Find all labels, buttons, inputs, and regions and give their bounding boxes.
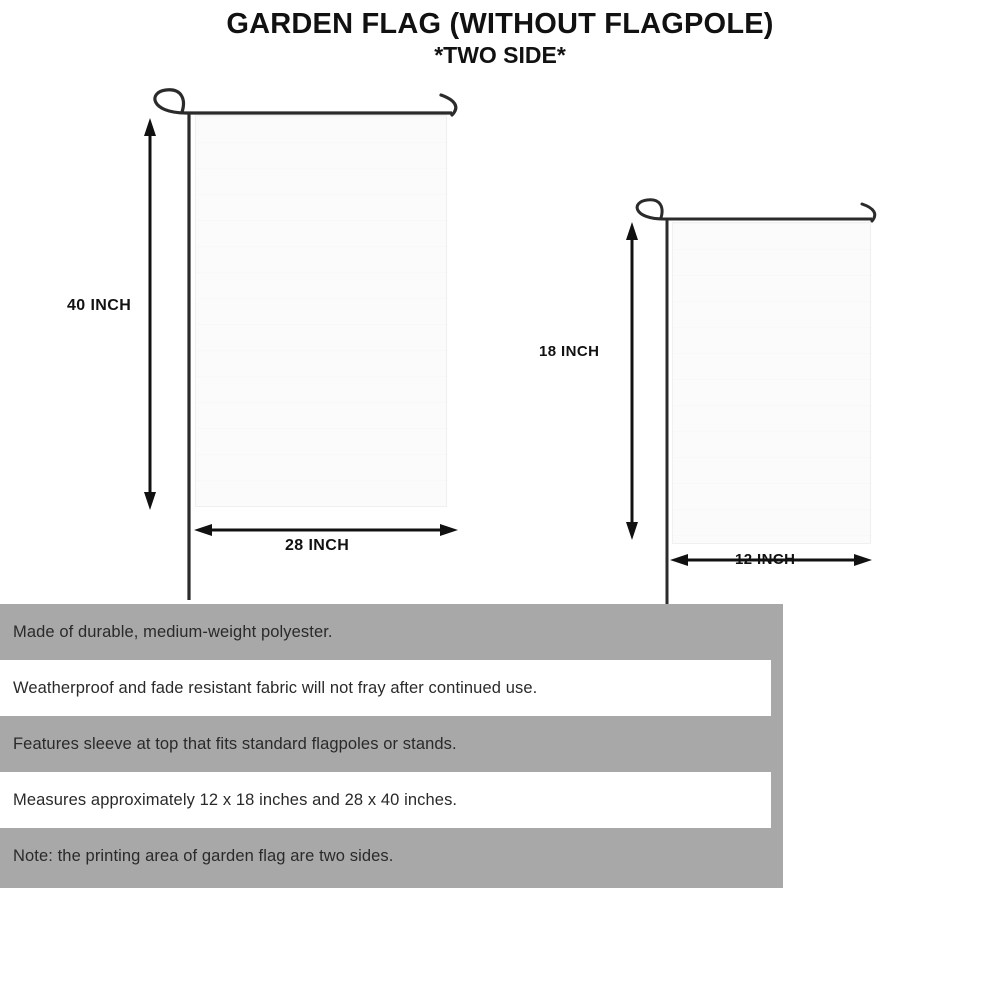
features-list xyxy=(0,604,783,884)
feature-text: Measures approximately 12 x 18 inches and 28 x 40 inches. xyxy=(13,790,458,809)
small-height-arrow-head-bottom xyxy=(626,522,638,540)
large-height-arrow-head-top xyxy=(144,118,156,136)
list-item xyxy=(0,828,783,884)
list-item xyxy=(0,772,771,828)
small-width-arrow-head-right xyxy=(854,554,872,566)
large-flag-cloth xyxy=(195,115,447,507)
small-width-arrow-head-left xyxy=(670,554,688,566)
page-subtitle: *TWO SIDE* xyxy=(434,42,566,69)
page-title: GARDEN FLAG (WITHOUT FLAGPOLE) xyxy=(226,8,774,40)
feature-text: Features sleeve at top that fits standard flagpoles or stands. xyxy=(13,734,457,753)
feature-text: Made of durable, medium-weight polyester. xyxy=(13,622,333,641)
small-flag-width-label: 12 INCH xyxy=(735,551,796,568)
list-item xyxy=(0,660,771,716)
list-item xyxy=(0,604,783,660)
feature-text: Weatherproof and fade resistant fabric will not fray after continued use. xyxy=(13,678,538,697)
cloth-texture xyxy=(673,223,870,543)
large-flag-hook-loop xyxy=(155,90,186,113)
small-flag-hook-loop xyxy=(637,200,664,219)
large-flag-height-label: 40 INCH xyxy=(67,297,132,314)
small-flag-height-label: 18 INCH xyxy=(539,343,600,360)
large-width-arrow-head-right xyxy=(440,524,458,536)
list-item xyxy=(0,716,783,772)
feature-text: Note: the printing area of garden flag are two sides. xyxy=(13,846,394,865)
large-width-arrow-head-left xyxy=(194,524,212,536)
large-height-arrow-head-bottom xyxy=(144,492,156,510)
small-height-arrow-head-top xyxy=(626,222,638,240)
large-flag-width-label: 28 INCH xyxy=(285,537,350,554)
cloth-texture xyxy=(196,116,446,506)
small-flag-cloth xyxy=(672,222,871,544)
